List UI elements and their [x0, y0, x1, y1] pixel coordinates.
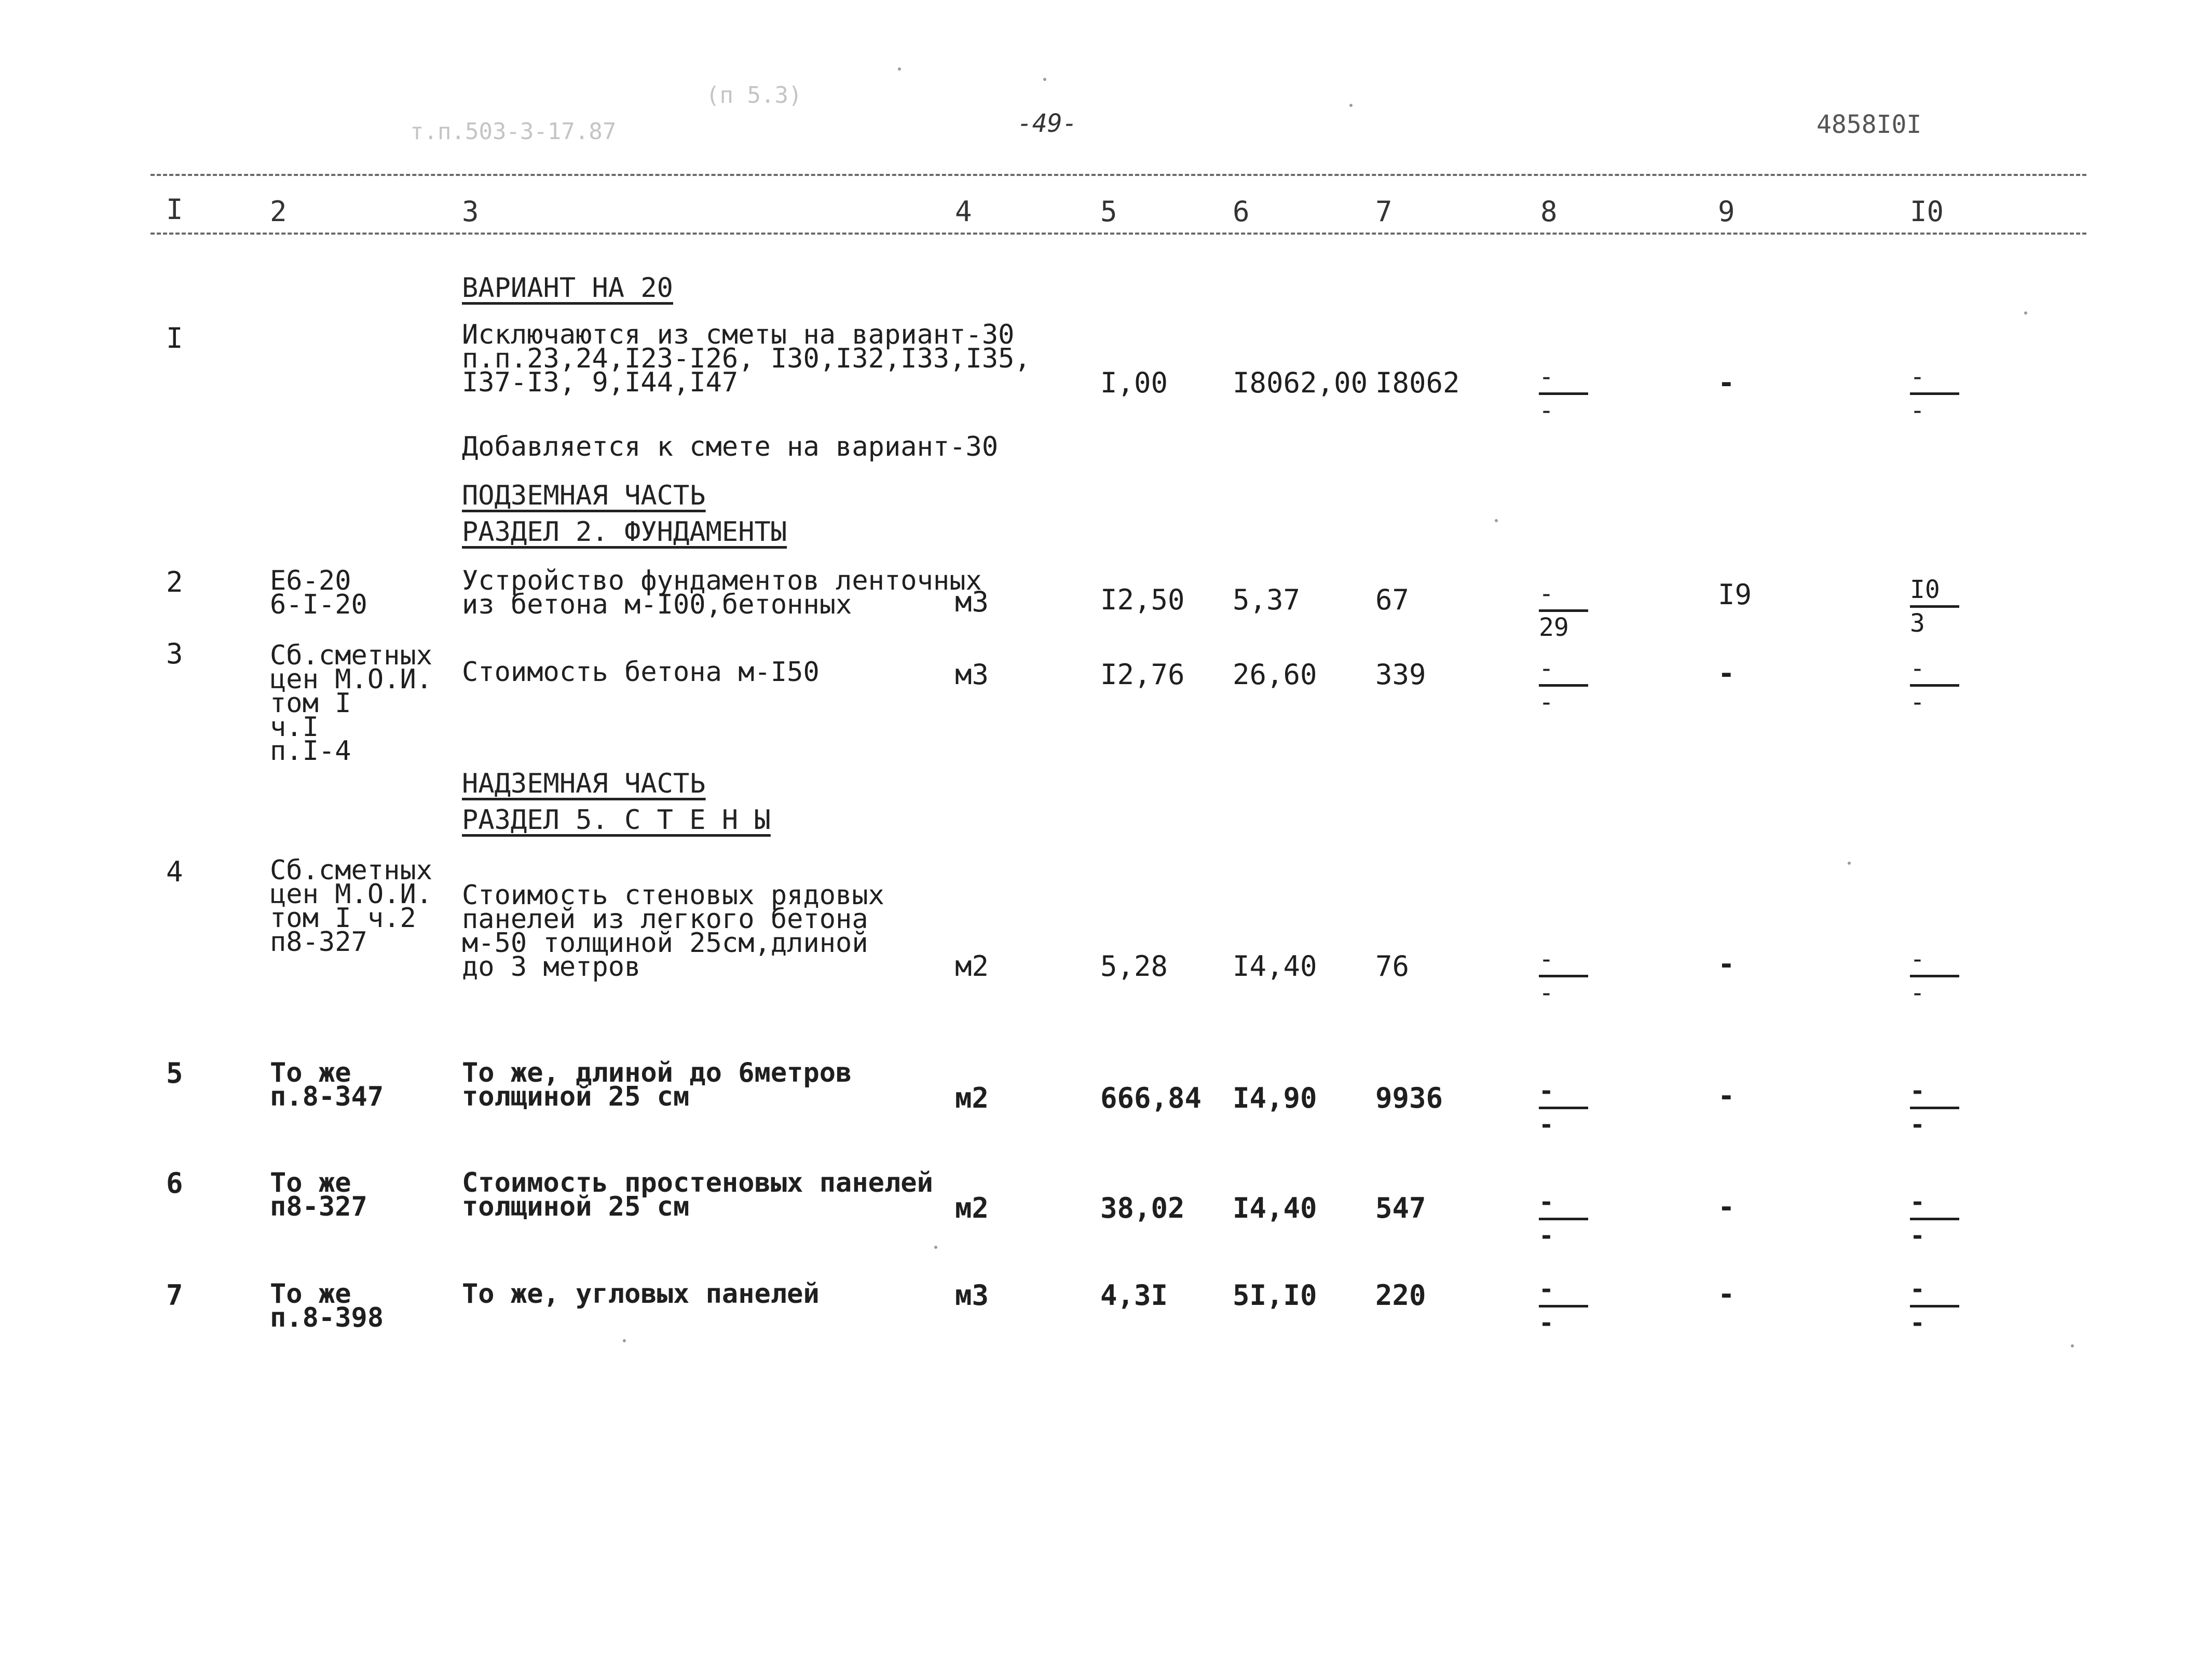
row-4-col9: - — [1718, 948, 1735, 980]
row-4-col8-bottom: - — [1539, 978, 1554, 1007]
row-6-quantity: 38,02 — [1100, 1192, 1185, 1224]
fraction-bar — [1910, 975, 1959, 977]
row-5-total: 9936 — [1375, 1082, 1443, 1114]
row-3-code: Сб.сметных цен М.О.И. том I ч.I п.I-4 — [270, 640, 433, 767]
row-4-number: 4 — [166, 855, 183, 888]
column-number-4: 4 — [955, 195, 972, 228]
row-1-col8-fraction — [1539, 363, 1596, 424]
row-6-col8-fraction — [1539, 1189, 1596, 1249]
row-5-col10-top: - — [1910, 1077, 1925, 1106]
row-3-total: 339 — [1375, 658, 1426, 691]
row-4-col10-bottom: - — [1910, 978, 1925, 1007]
row-2-col8-bottom: 29 — [1539, 613, 1569, 642]
row-4-col10-top: - — [1910, 945, 1925, 974]
row-2-col9: I9 — [1718, 578, 1752, 611]
column-number-10: I0 — [1910, 195, 1944, 228]
fraction-bar — [1539, 1218, 1588, 1220]
fraction-bar — [1539, 975, 1588, 977]
row-1-col10-bottom: - — [1910, 396, 1925, 425]
row-5-col9: - — [1718, 1080, 1735, 1112]
row-3-col9: - — [1718, 657, 1735, 690]
row-1-col10-fraction — [1910, 363, 1967, 424]
row-5-code: То же п.8-347 — [270, 1057, 384, 1112]
row-4-col8-fraction — [1539, 946, 1596, 1006]
row-6-col10-bottom: - — [1910, 1221, 1925, 1250]
row-4-col10-fraction — [1910, 946, 1967, 1006]
row-1-col10-top: - — [1910, 362, 1925, 391]
row-5-col8-top: - — [1539, 1077, 1554, 1106]
row-7-quantity: 4,3I — [1100, 1279, 1168, 1312]
row-7-col10-top: - — [1910, 1275, 1925, 1304]
row-3-quantity: I2,76 — [1100, 658, 1185, 691]
fraction-bar — [1910, 1305, 1959, 1307]
scan-speck — [1848, 862, 1851, 865]
row-6-col10-top: - — [1910, 1188, 1925, 1217]
section-heading-variant: ВАРИАНТ НА 20 — [462, 273, 673, 304]
row-5-description: То же, длиной до 6метров толщиной 25 см — [462, 1057, 852, 1112]
row-2-total: 67 — [1375, 583, 1410, 616]
section-heading-walls: РАЗДЕЛ 5. С Т Е Н Ы — [462, 805, 771, 836]
row-4-unit-price: I4,40 — [1233, 950, 1317, 983]
row-7-col10-bottom: - — [1910, 1309, 1925, 1338]
row-3-unit-price: 26,60 — [1233, 658, 1317, 691]
added-to-estimate-note: Добавляется к смете на вариант-30 — [462, 431, 999, 462]
row-1-quantity: I,00 — [1100, 366, 1168, 399]
row-7-col9: - — [1718, 1278, 1735, 1311]
row-2-description: Устройство фундаментов ленточных из бетона м-I00,бетонных — [462, 565, 982, 620]
row-5-col10-bottom: - — [1910, 1110, 1925, 1139]
row-2-col10-bottom: 3 — [1910, 609, 1925, 638]
document-code: 4858I0I — [1817, 110, 1922, 139]
row-5-number: 5 — [166, 1057, 183, 1089]
row-4-description: Стоимость стеновых рядовых панелей из легкого бетона м-50 толщиной 25см,длиной до 3 метров — [462, 880, 884, 983]
row-6-code: То же п8-327 — [270, 1167, 367, 1222]
section-heading-underground: ПОДЗЕМНАЯ ЧАСТЬ — [462, 480, 706, 511]
row-6-col10-fraction — [1910, 1189, 1967, 1249]
row-2-number: 2 — [166, 566, 183, 598]
scan-speck — [1043, 78, 1046, 81]
row-6-col9: - — [1718, 1191, 1735, 1223]
fraction-bar — [1910, 605, 1959, 608]
fraction-bar — [1539, 392, 1588, 395]
row-7-total: 220 — [1375, 1279, 1426, 1312]
row-3-col8-top: - — [1539, 654, 1554, 683]
table-top-rule — [151, 174, 2086, 176]
row-6-number: 6 — [166, 1167, 183, 1200]
column-number-7: 7 — [1375, 195, 1392, 228]
row-1-col9: - — [1718, 366, 1735, 399]
column-number-3: 3 — [462, 195, 479, 228]
row-3-unit: м3 — [955, 658, 989, 691]
scan-speck — [1495, 519, 1498, 522]
column-number-9: 9 — [1718, 195, 1735, 228]
row-7-unit-price: 5I,I0 — [1233, 1279, 1317, 1312]
scan-speck — [1349, 104, 1353, 107]
row-1-number: I — [166, 322, 183, 355]
row-6-col8-bottom: - — [1539, 1221, 1554, 1250]
row-4-quantity: 5,28 — [1100, 950, 1168, 983]
column-number-5: 5 — [1100, 195, 1117, 228]
section-heading-foundations: РАЗДЕЛ 2. ФУНДАМЕНТЫ — [462, 516, 787, 548]
row-2-unit: м3 — [955, 585, 989, 618]
row-6-col8-top: - — [1539, 1188, 1554, 1217]
row-3-col8-fraction — [1539, 655, 1596, 716]
row-1-unit-price: I8062,00 — [1233, 366, 1368, 399]
header-reference-line-1: (п 5.3) — [706, 82, 802, 108]
row-7-description: То же, угловых панелей — [462, 1278, 820, 1310]
page-number: -49- — [1017, 109, 1077, 138]
fraction-bar — [1539, 609, 1588, 612]
row-2-col10-top: I0 — [1910, 575, 1940, 604]
row-1-col8-top: - — [1539, 362, 1554, 391]
row-7-code: То же п.8-398 — [270, 1278, 384, 1333]
row-6-description: Стоимость простеновых панелей толщиной 25 см — [462, 1167, 933, 1222]
row-1-col8-bottom: - — [1539, 396, 1554, 425]
row-2-col8-fraction — [1539, 580, 1596, 641]
fraction-bar — [1910, 1107, 1959, 1109]
row-3-col10-fraction — [1910, 655, 1967, 716]
fraction-bar — [1539, 684, 1588, 687]
row-2-code: Е6-20 6-I-20 — [270, 565, 367, 620]
row-4-col8-top: - — [1539, 945, 1554, 974]
row-7-col8-top: - — [1539, 1275, 1554, 1304]
row-4-unit: м2 — [955, 950, 989, 983]
row-6-unit-price: I4,40 — [1233, 1192, 1317, 1224]
row-3-col10-top: - — [1910, 654, 1925, 683]
row-3-col10-bottom: - — [1910, 688, 1925, 717]
fraction-bar — [1910, 392, 1959, 395]
row-5-col10-fraction — [1910, 1078, 1967, 1138]
scan-speck — [2024, 311, 2027, 315]
scan-speck — [623, 1339, 626, 1342]
row-3-description: Стоимость бетона м-I50 — [462, 657, 820, 688]
scan-speck — [2071, 1344, 2074, 1347]
row-7-number: 7 — [166, 1279, 183, 1312]
fraction-bar — [1910, 1218, 1959, 1220]
scan-speck — [898, 67, 901, 71]
row-6-unit: м2 — [955, 1192, 989, 1224]
row-7-col8-bottom: - — [1539, 1309, 1554, 1338]
row-7-col10-fraction — [1910, 1276, 1967, 1337]
row-5-col8-fraction — [1539, 1078, 1596, 1138]
row-7-col8-fraction — [1539, 1276, 1596, 1337]
row-1-total: I8062 — [1375, 366, 1460, 399]
column-number-2: 2 — [270, 195, 287, 228]
fraction-bar — [1910, 684, 1959, 687]
row-2-col10-fraction — [1910, 576, 1967, 637]
column-number-1: I — [166, 193, 183, 226]
row-5-col8-bottom: - — [1539, 1110, 1554, 1139]
row-3-number: 3 — [166, 637, 183, 670]
row-3-col8-bottom: - — [1539, 688, 1554, 717]
row-5-unit: м2 — [955, 1082, 989, 1114]
row-5-quantity: 666,84 — [1100, 1082, 1202, 1114]
table-header-rule — [151, 233, 2086, 235]
column-number-6: 6 — [1233, 195, 1250, 228]
row-2-col8-top: - — [1539, 579, 1554, 608]
row-1-description: Исключаются из сметы на вариант-30 п.п.23,24,I23-I26, I30,I32,I33,I35, I37-I3, 9,I44,I47 — [462, 319, 1031, 398]
fraction-bar — [1539, 1107, 1588, 1109]
row-4-total: 76 — [1375, 950, 1410, 983]
section-heading-aboveground: НАДЗЕМНАЯ ЧАСТЬ — [462, 768, 706, 799]
row-5-unit-price: I4,90 — [1233, 1082, 1317, 1114]
column-number-8: 8 — [1540, 195, 1558, 228]
fraction-bar — [1539, 1305, 1588, 1307]
row-6-total: 547 — [1375, 1192, 1426, 1224]
row-7-unit: м3 — [955, 1279, 989, 1312]
row-4-code: Сб.сметных цен М.О.И. том I ч.2 п8-327 — [270, 855, 433, 958]
row-2-quantity: I2,50 — [1100, 583, 1185, 616]
row-2-unit-price: 5,37 — [1233, 583, 1301, 616]
header-reference-line-2: т.п.503-3-17.87 — [410, 118, 617, 145]
scan-speck — [934, 1246, 937, 1249]
